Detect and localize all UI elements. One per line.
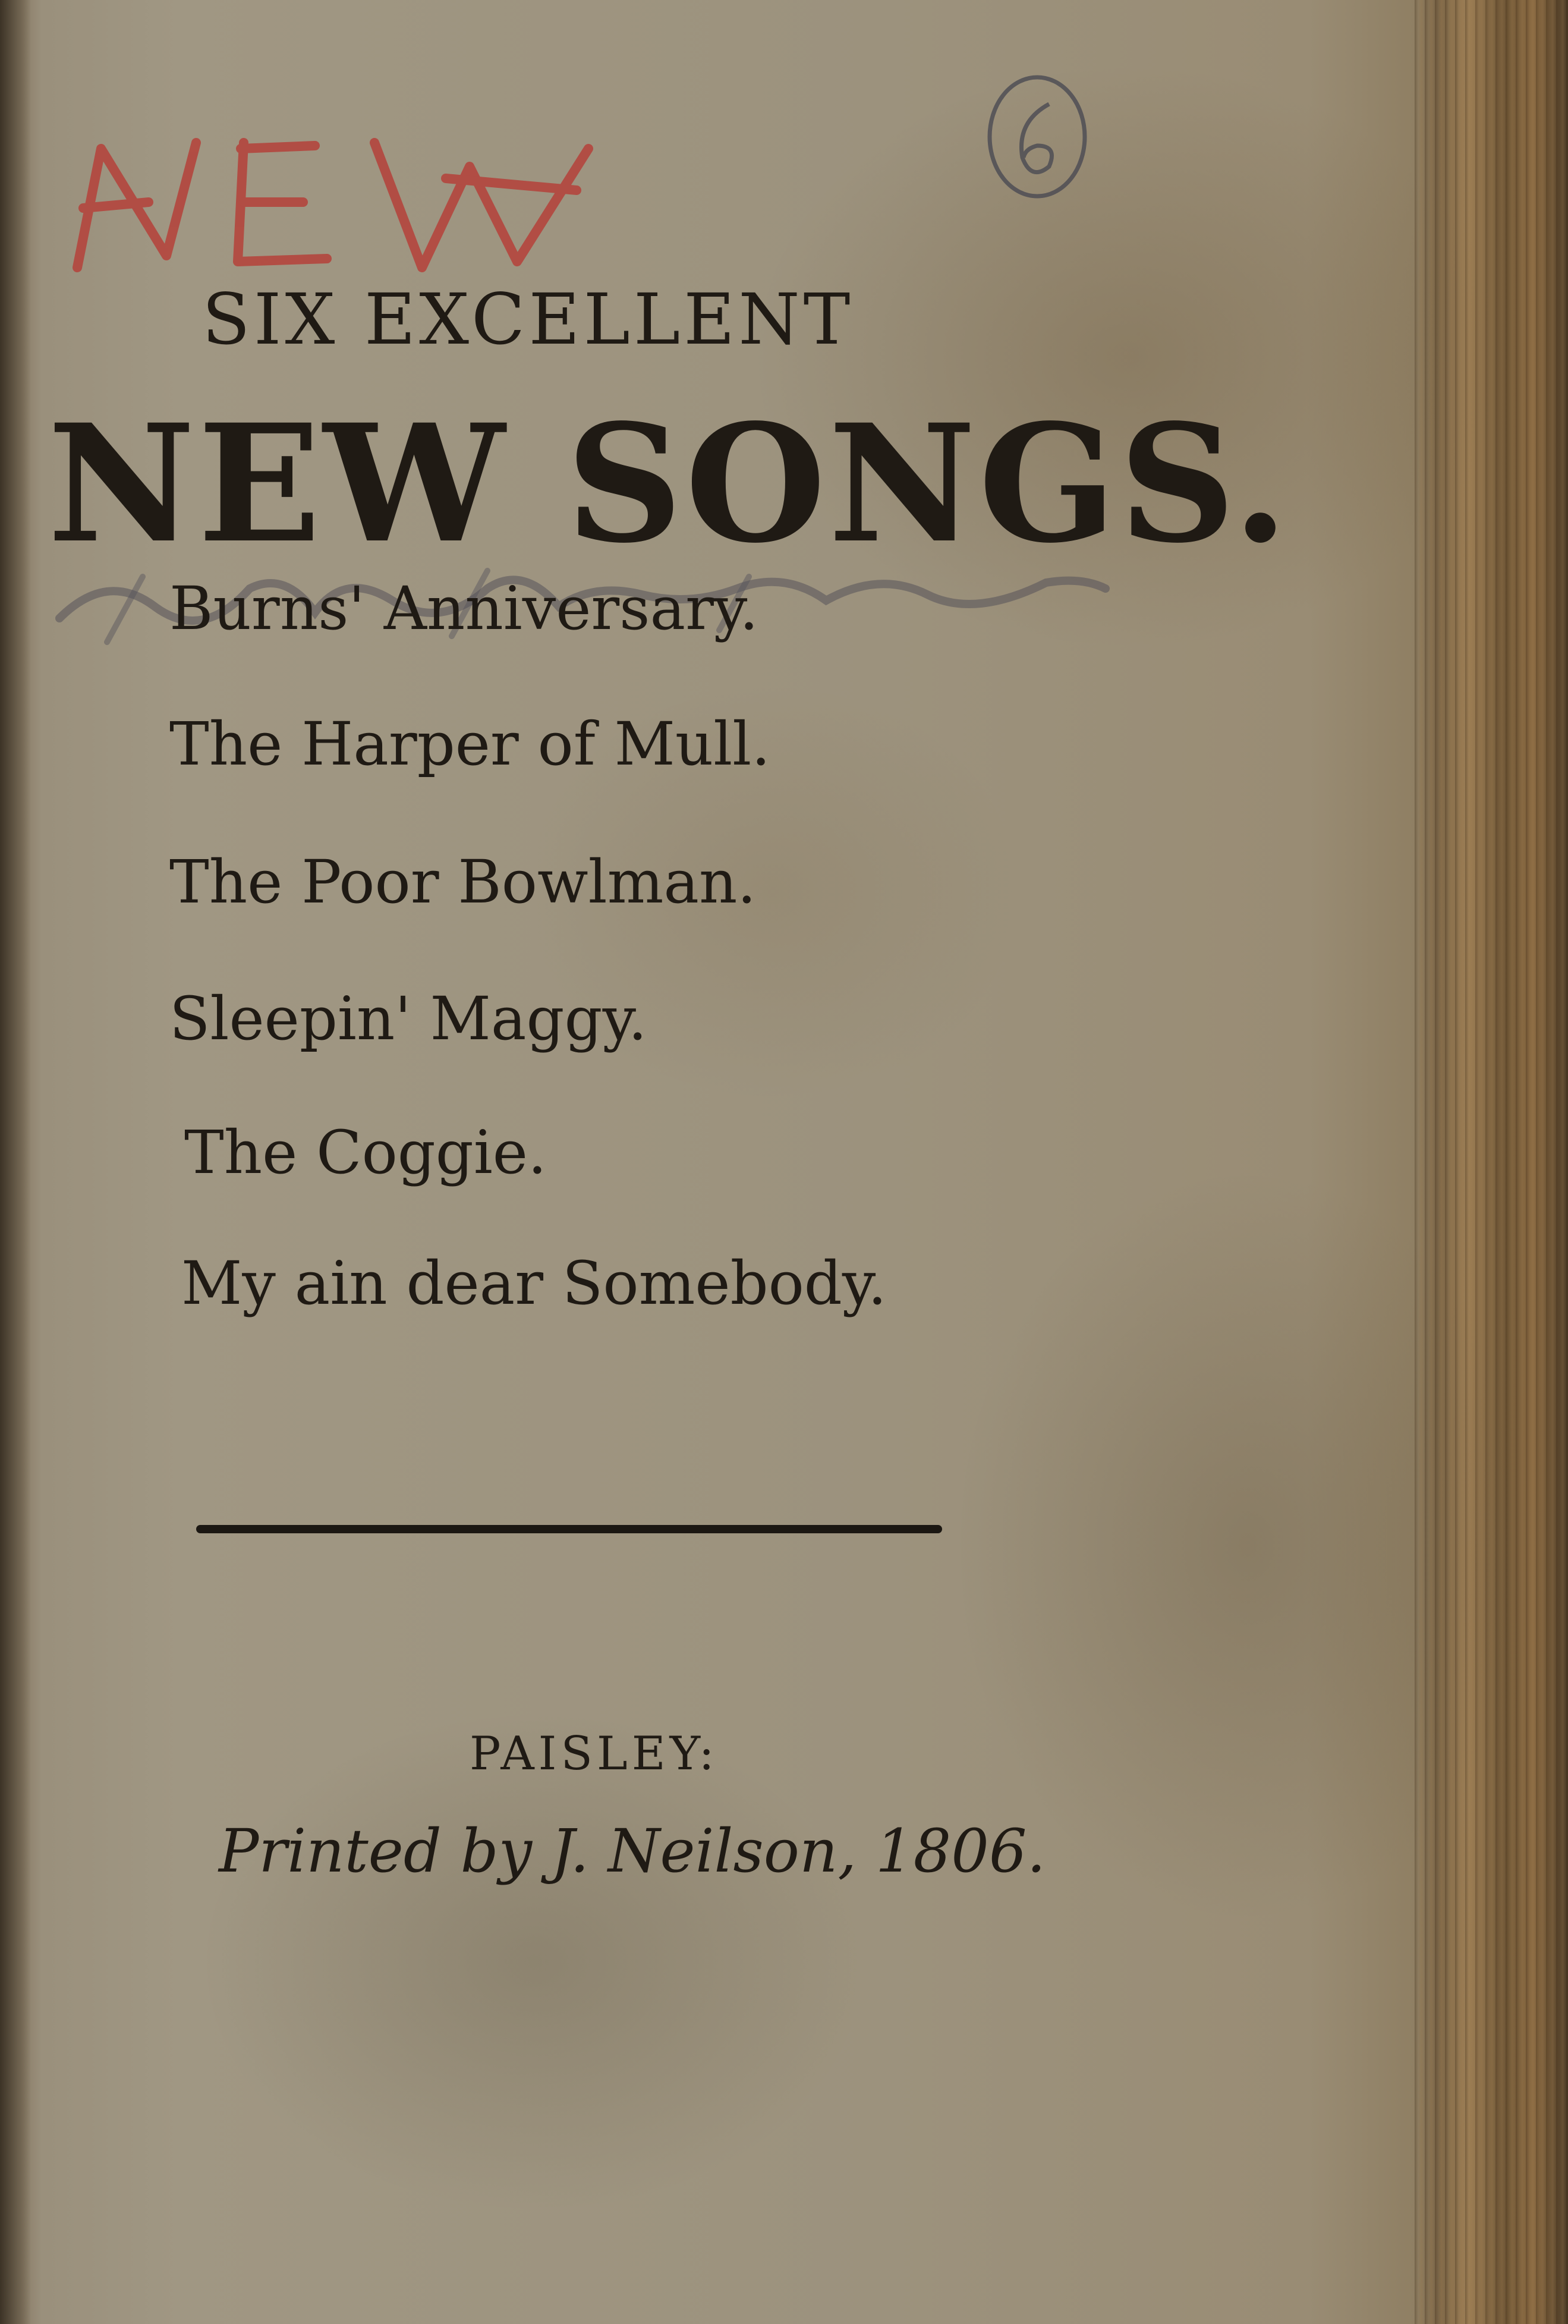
title-line-top: SIX EXCELLENT [202, 278, 854, 360]
song-title: My ain dear Somebody. [181, 1249, 887, 1318]
red-pencil-mark [65, 113, 624, 285]
song-title: The Poor Bowlman. [169, 847, 757, 917]
imprint-printer: Printed by J. Neilson, 1806. [219, 1816, 1046, 1886]
page-fore-edge [1415, 0, 1568, 2324]
binding-edge [0, 0, 31, 2324]
imprint-place: PAISLEY: [470, 1727, 719, 1781]
horizontal-rule [196, 1525, 942, 1533]
song-title: The Harper of Mull. [169, 709, 771, 779]
song-title: Sleepin' Maggy. [169, 984, 647, 1053]
title-main: NEW SONGS. [48, 389, 1291, 579]
circled-number-mark [975, 68, 1094, 205]
song-title: The Coggie. [184, 1118, 547, 1187]
song-title: Burns' Anniversary. [169, 574, 758, 643]
